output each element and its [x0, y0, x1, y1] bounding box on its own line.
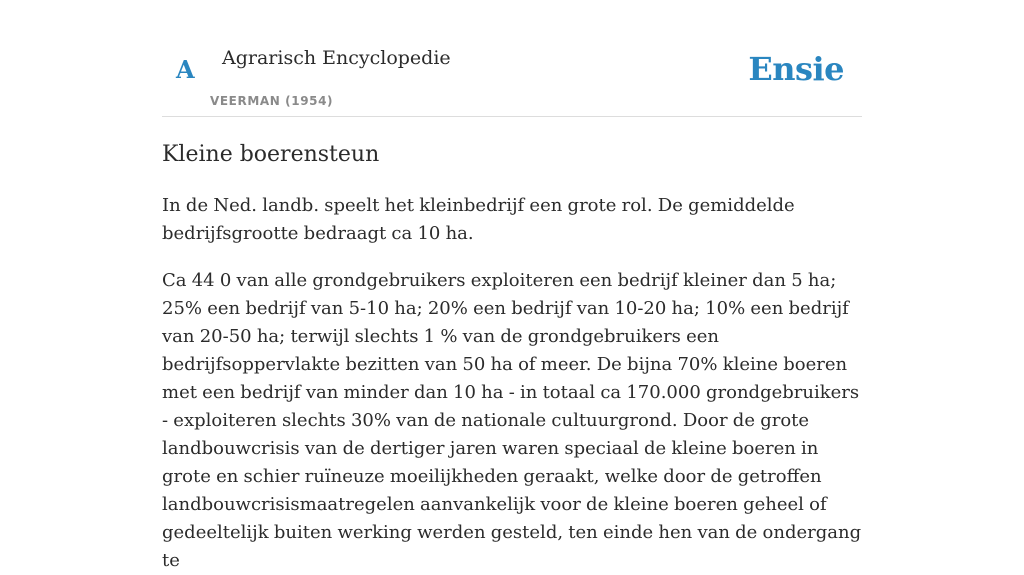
article-paragraph-2: Ca 44 0 van alle grondgebruikers exploiteren een bedrijf kleiner dan 5 ha; 25% een bedrijf van 5-10 ha; 20% een bedrijf van 10-20 ha; 10% een bedrijf van 20-50 ha; terwijl slechts 1 % van de grondgebruikers een bedrijfsoppervlakte bezitten van 50 ha of meer. De bijna 70% kleine boeren met een bedrijf van minder dan 10 ha - in totaal ca 170.000 grondgebruikers - exploiteren slechts 30% van de nationale cultuurgrond. Door de grote landbouwcrisis van de dertiger jaren waren speciaal de kleine boeren in grote en schier ruïneuze moeilijkheden geraakt, welke door de getroffen landbouwcrisismaatregelen aanvankelijk voor de kleine boeren geheel of gedeeltelijk buiten werking werden gesteld, ten einde hen van de ondergang te: [162, 270, 862, 571]
article-paragraph-1: In de Ned. landb. speelt het kleinbedrijf een grote rol. De gemiddelde bedrijfsgrootte bedraagt ca 10 ha.: [162, 195, 795, 244]
book-author: VEERMAN (1954): [210, 94, 334, 108]
article-title: Kleine boerensteun: [162, 142, 380, 167]
book-title-link[interactable]: Agrarisch Encyclopedie: [222, 47, 451, 69]
ensie-logo[interactable]: Ensie: [748, 50, 844, 88]
book-letter-icon[interactable]: A: [176, 55, 195, 84]
book-header: [162, 30, 862, 117]
